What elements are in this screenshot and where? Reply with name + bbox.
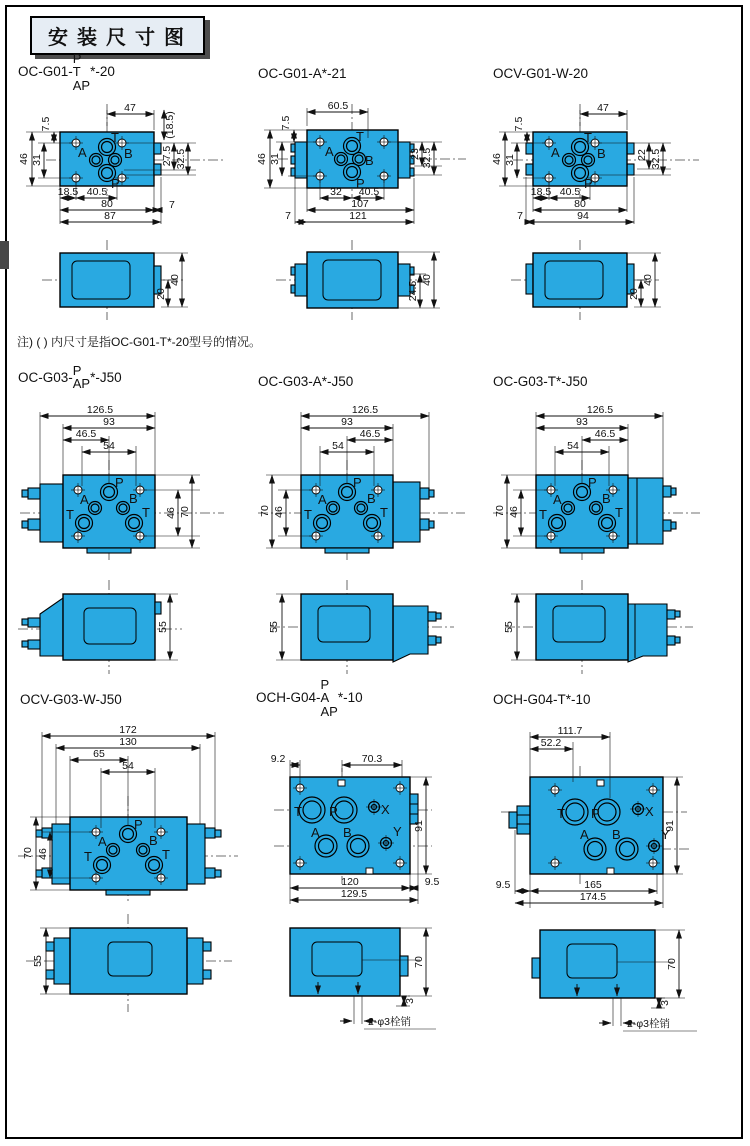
dim-label: 54 bbox=[103, 440, 115, 452]
model-suffix: *-20 bbox=[90, 64, 115, 80]
diagram-och-g04-a bbox=[250, 678, 488, 1058]
dim-label: 87 bbox=[104, 210, 116, 222]
model-text: OC-G03-T*-J50 bbox=[493, 374, 588, 389]
pin-note: 2-φ3栓销 bbox=[627, 1018, 670, 1030]
model-stack-top: P bbox=[72, 363, 82, 378]
port-label: B bbox=[149, 833, 158, 848]
och-g04-a-side-view bbox=[250, 914, 488, 1056]
dim-label: (18.5) bbox=[164, 111, 176, 139]
dim-label: 70.3 bbox=[361, 753, 383, 765]
port-label: Y bbox=[393, 824, 402, 839]
model-stack-mid: A bbox=[320, 690, 330, 706]
port-label: A bbox=[325, 144, 334, 159]
port-label: A bbox=[553, 492, 562, 507]
dim-label: 18.5 bbox=[530, 186, 552, 198]
dim-label: 46 bbox=[491, 153, 503, 165]
dim-label: 52.2 bbox=[540, 737, 562, 749]
port-label: B bbox=[365, 153, 374, 168]
dim-label: 126.5 bbox=[586, 404, 614, 416]
diagram-ocv-g03-w bbox=[12, 678, 250, 1058]
dim-label: 93 bbox=[341, 416, 353, 428]
dim-label: 70 bbox=[259, 505, 271, 517]
oc-g03-t-top-view bbox=[485, 400, 723, 568]
dim-label: 20 bbox=[155, 288, 167, 300]
dim-label: 65 bbox=[93, 748, 105, 760]
dim-label: 32.5 bbox=[421, 147, 433, 169]
port-label: P bbox=[115, 475, 124, 490]
oc-g01-t-side-view bbox=[12, 234, 250, 326]
dim-label: 174.5 bbox=[579, 891, 607, 903]
port-label: X bbox=[645, 804, 654, 819]
port-label: P bbox=[111, 176, 120, 191]
oc-g03-p-side-view bbox=[12, 572, 250, 682]
dim-label: 32.5 bbox=[175, 148, 187, 170]
dim-label: 46 bbox=[18, 153, 30, 165]
dim-label: 93 bbox=[576, 416, 588, 428]
dim-label: 111.7 bbox=[557, 725, 583, 737]
port-label: P bbox=[329, 804, 338, 819]
port-label: T bbox=[380, 505, 388, 520]
dim-label: 40.5 bbox=[358, 186, 380, 198]
dim-label: 20 bbox=[628, 288, 640, 300]
dim-label: 91 bbox=[664, 820, 676, 832]
port-label: P bbox=[591, 806, 600, 821]
dim-label: 3 bbox=[659, 1000, 671, 1006]
dim-label: 23 bbox=[409, 148, 421, 160]
port-label: T bbox=[539, 507, 547, 522]
dim-label: 129.5 bbox=[340, 888, 368, 900]
port-label: A bbox=[98, 834, 107, 849]
port-label: P bbox=[134, 817, 143, 832]
model-label bbox=[493, 692, 591, 707]
oc-g01-a-side-view bbox=[250, 234, 488, 326]
dim-label: 40.5 bbox=[86, 186, 108, 198]
oc-g01-t-top-view bbox=[12, 98, 250, 230]
port-label: B bbox=[612, 827, 621, 842]
model-text: OCV-G03-W-J50 bbox=[20, 692, 122, 707]
dim-label: 126.5 bbox=[86, 404, 114, 416]
port-label: P bbox=[356, 176, 365, 191]
model-label bbox=[256, 678, 363, 718]
model-stack-top: P bbox=[320, 677, 330, 692]
dim-label: 70 bbox=[179, 506, 191, 518]
dim-label: 18.5 bbox=[57, 186, 79, 198]
diagram-oc-g01-t bbox=[12, 52, 250, 328]
dim-label: 32 bbox=[330, 186, 342, 198]
port-label: B bbox=[129, 491, 138, 506]
port-label: Y bbox=[661, 827, 670, 842]
dim-label: 60.5 bbox=[327, 100, 349, 112]
model-stack-bot: AP bbox=[72, 77, 91, 93]
dim-label: 107 bbox=[351, 198, 369, 210]
model-label bbox=[258, 66, 347, 81]
dim-label: 40 bbox=[421, 274, 433, 286]
page-edge-tab bbox=[0, 241, 9, 269]
port-label: A bbox=[318, 492, 327, 507]
port-label: B bbox=[597, 146, 606, 161]
dim-label: 130 bbox=[119, 736, 137, 748]
model-label bbox=[493, 66, 588, 81]
port-label: B bbox=[367, 491, 376, 506]
port-label: X bbox=[381, 802, 390, 817]
dim-label: 120 bbox=[341, 876, 359, 888]
port-label: P bbox=[588, 475, 597, 490]
dim-label: 40 bbox=[642, 274, 654, 286]
port-label: A bbox=[80, 492, 89, 507]
model-prefix: OC-G01- bbox=[18, 64, 73, 80]
diagram-oc-g03-p bbox=[12, 362, 250, 676]
dim-label: 9.5 bbox=[424, 876, 440, 888]
port-label: A bbox=[78, 145, 87, 160]
dim-label: 40 bbox=[169, 274, 181, 286]
dim-label: 55 bbox=[268, 621, 280, 633]
dim-label: 47 bbox=[124, 102, 136, 114]
dim-label: 27.5 bbox=[161, 145, 173, 167]
model-label bbox=[493, 374, 588, 389]
dim-label: 7.5 bbox=[40, 116, 52, 132]
ocv-g01-w-top-view bbox=[485, 98, 723, 230]
dim-label: 31 bbox=[269, 153, 281, 165]
dim-label: 31 bbox=[31, 154, 43, 166]
oc-g01-a-top-view bbox=[250, 98, 488, 230]
dim-label: 7 bbox=[169, 199, 175, 211]
dim-label: 54 bbox=[332, 440, 344, 452]
model-label bbox=[258, 374, 353, 389]
dim-label: 93 bbox=[103, 416, 115, 428]
dim-label: 46.5 bbox=[594, 428, 616, 440]
dim-label: 3 bbox=[404, 998, 416, 1004]
model-stack-bot: AP bbox=[72, 376, 91, 392]
model-stack-top: P bbox=[72, 51, 82, 66]
och-g04-t-side-view bbox=[485, 916, 725, 1058]
dim-label: 80 bbox=[574, 198, 586, 210]
dim-label: 46.5 bbox=[359, 428, 381, 440]
port-label: T bbox=[615, 505, 623, 520]
ocv-g03-w-top-view bbox=[12, 722, 250, 908]
dim-label: 32.5 bbox=[650, 148, 662, 170]
port-label: T bbox=[584, 130, 592, 145]
port-label: B bbox=[602, 491, 611, 506]
pin-note: 2-φ3栓销 bbox=[368, 1016, 411, 1028]
model-suffix: *-J50 bbox=[90, 369, 122, 385]
valve-body bbox=[509, 777, 663, 874]
oc-g03-t-side-view bbox=[485, 572, 723, 682]
dim-label: 47 bbox=[597, 102, 609, 114]
dim-label: 94 bbox=[577, 210, 589, 222]
port-label: A bbox=[311, 825, 320, 840]
model-stack-mid: T bbox=[72, 64, 81, 80]
dim-label: 55 bbox=[157, 621, 169, 633]
dim-label: 54 bbox=[567, 440, 579, 452]
footnote: 注) ( ) 内尺寸是指OC-G01-T*-20型号的情况。 bbox=[17, 335, 262, 349]
model-prefix: OC-G03- bbox=[18, 369, 73, 385]
oc-g03-p-top-view bbox=[12, 400, 250, 568]
diagram-och-g04-t bbox=[485, 678, 735, 1058]
diagram-oc-g01-a bbox=[250, 52, 488, 328]
och-g04-a-top-view bbox=[250, 722, 488, 912]
port-label: T bbox=[84, 849, 92, 864]
dim-label: 9.2 bbox=[270, 753, 286, 765]
port-label: A bbox=[551, 145, 560, 160]
dim-label: 22 bbox=[636, 149, 648, 161]
model-label bbox=[18, 52, 115, 92]
dim-label: 70 bbox=[413, 956, 425, 968]
port-label: T bbox=[294, 804, 302, 819]
diagram-ocv-g01-w bbox=[485, 52, 723, 328]
dim-label: 46 bbox=[508, 506, 520, 518]
oc-g03-a-top-view bbox=[250, 400, 488, 568]
port-label: T bbox=[356, 129, 364, 144]
dim-label: 46.5 bbox=[75, 428, 97, 440]
dim-label: 70 bbox=[666, 958, 678, 970]
port-label: T bbox=[304, 507, 312, 522]
dim-label: 55 bbox=[503, 621, 515, 633]
dim-label: 7.5 bbox=[513, 116, 525, 132]
dim-label: 165 bbox=[584, 879, 602, 891]
port-label: B bbox=[124, 146, 133, 161]
model-text: OCH-G04-T*-10 bbox=[493, 692, 591, 707]
dim-label: 91 bbox=[413, 820, 425, 832]
page-title: 安装尺寸图 bbox=[30, 16, 205, 55]
oc-g03-a-side-view bbox=[250, 572, 488, 682]
port-label: A bbox=[580, 827, 589, 842]
diagram-oc-g03-t bbox=[485, 362, 723, 676]
port-label: T bbox=[111, 130, 119, 145]
dim-label: 121 bbox=[349, 210, 367, 222]
och-g04-t-top-view bbox=[485, 722, 725, 914]
model-text: OCV-G01-W-20 bbox=[493, 66, 589, 81]
dim-label: 46 bbox=[273, 506, 285, 518]
model-prefix: OCH-G04- bbox=[256, 690, 321, 706]
model-label bbox=[18, 364, 122, 391]
dim-label: 172 bbox=[119, 724, 137, 736]
dim-label: 7.5 bbox=[280, 115, 292, 131]
valve-body bbox=[532, 930, 655, 998]
valve-body bbox=[290, 928, 408, 996]
dim-label: 55 bbox=[32, 955, 44, 967]
port-label: P bbox=[584, 176, 593, 191]
dim-label: 31 bbox=[504, 154, 516, 166]
port-label: T bbox=[66, 507, 74, 522]
dim-label: 24.5 bbox=[407, 280, 419, 302]
model-stack-bot: AP bbox=[320, 703, 338, 719]
dim-label: 54 bbox=[122, 760, 134, 772]
dim-label: 70 bbox=[494, 505, 506, 517]
dim-label: 46 bbox=[256, 153, 268, 165]
ocv-g01-w-side-view bbox=[485, 234, 723, 326]
ocv-g03-w-side-view bbox=[12, 906, 250, 1022]
port-label: T bbox=[557, 806, 565, 821]
model-text: OC-G03-A*-J50 bbox=[258, 374, 354, 389]
dim-label: 40.5 bbox=[559, 186, 581, 198]
dim-label: 46 bbox=[37, 848, 49, 860]
port-label: T bbox=[162, 847, 170, 862]
diagram-oc-g03-a bbox=[250, 362, 488, 676]
dim-label: 80 bbox=[101, 198, 113, 210]
dim-label: 70 bbox=[22, 847, 34, 859]
port-label: T bbox=[142, 505, 150, 520]
model-text: OC-G01-A*-21 bbox=[258, 66, 347, 81]
dim-label: 7 bbox=[285, 210, 291, 222]
dim-label: 7 bbox=[517, 210, 523, 222]
dim-label: 46 bbox=[165, 507, 177, 519]
dim-label: 126.5 bbox=[351, 404, 379, 416]
model-label bbox=[20, 692, 122, 707]
model-suffix: *-10 bbox=[337, 690, 363, 706]
port-label: B bbox=[343, 825, 352, 840]
dim-label: 9.5 bbox=[495, 879, 511, 891]
port-label: P bbox=[353, 475, 362, 490]
